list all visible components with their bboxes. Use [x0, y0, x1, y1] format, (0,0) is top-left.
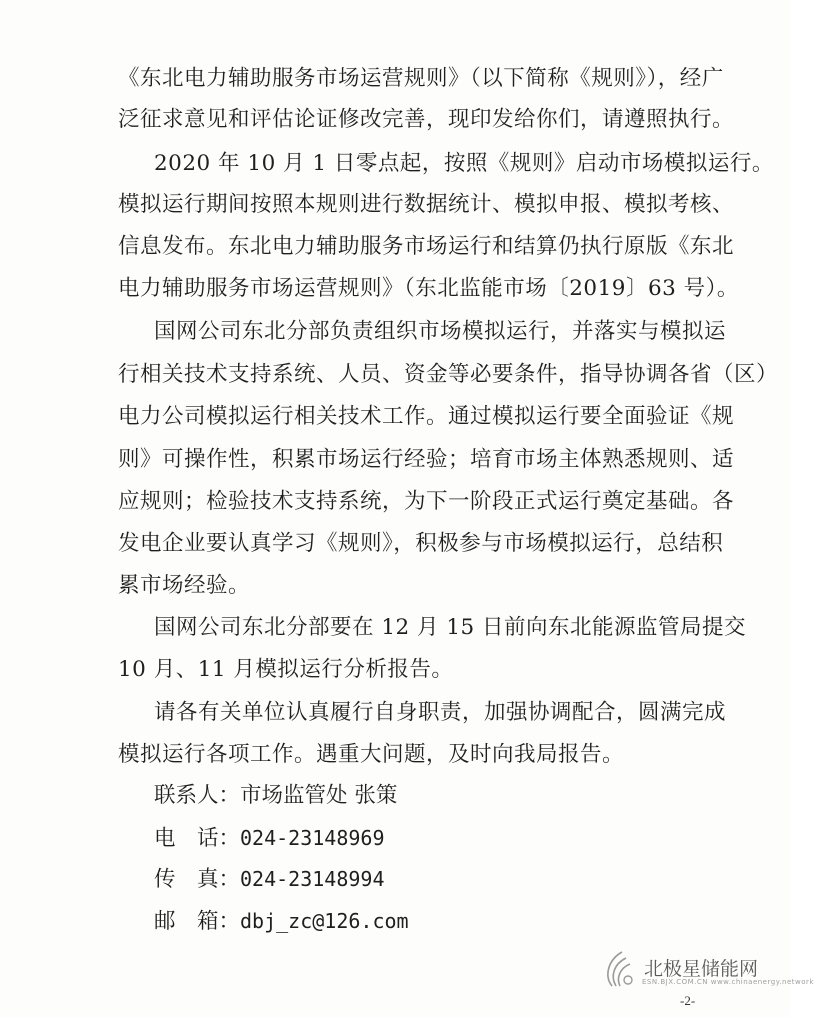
paragraph-line: 2020 年 10 月 1 日零点起，按照《规则》启动市场模拟运行。	[154, 151, 774, 176]
paragraph-line: 应规则；检验技术支持系统，为下一阶段正式运行奠定基础。各	[118, 489, 735, 514]
contact-fax	[154, 864, 385, 894]
contact-email-value: dbj_zc@126.com	[240, 909, 409, 933]
contact-phone	[154, 823, 385, 853]
watermark-text: 北极星储能网	[644, 958, 759, 980]
contact-phone-label: 电 话：	[154, 826, 241, 851]
paragraph-line: 累市场经验。	[118, 573, 251, 598]
paragraph-line: 信息发布。东北电力辅助服务市场运行和结算仍执行原版《东北	[118, 234, 735, 259]
paragraph-line: 国网公司东北分部负责组织市场模拟运行，并落实与模拟运	[154, 319, 727, 344]
contact-person	[154, 781, 397, 811]
paragraph-line: 电力辅助服务市场运营规则》（东北监能市场〔2019〕63 号）。	[118, 276, 739, 301]
contact-email	[154, 906, 409, 936]
document-body	[118, 64, 779, 767]
paragraph-line: 请各有关单位认真履行自身职责，加强协调配合，圆满完成	[154, 700, 727, 725]
paragraph-line: 《东北电力辅助服务市场运营规则》（以下简称《规则》），经广	[118, 66, 724, 91]
contact-email-label: 邮 箱：	[154, 909, 241, 934]
paragraph-line: 模拟运行各项工作。遇重大问题，及时向我局报告。	[118, 742, 625, 767]
contact-fax-value: 024-23148994	[240, 867, 385, 891]
paragraph-line: 行相关技术支持系统、人员、资金等必要条件，指导协调各省（区）	[118, 362, 779, 387]
contact-phone-value: 024-23148969	[240, 826, 385, 850]
watermark-subtext: ESN.BJX.COM.CN www.chinaenergy.network	[642, 978, 814, 986]
paragraph-line: 发电企业要认真学习《规则》，积极参与市场模拟运行，总结积	[118, 531, 724, 556]
contact-fax-label: 传 真：	[154, 867, 241, 892]
contact-person-label: 联系人：	[154, 783, 241, 808]
paragraph-line: 则》可操作性，积累市场运行经验；培育市场主体熟悉规则、适	[118, 447, 735, 472]
paragraph-line: 泛征求意见和评估论证修改完善，现印发给你们，请遵照执行。	[118, 107, 735, 132]
paragraph-line: 电力公司模拟运行相关技术工作。通过模拟运行要全面验证《规	[118, 404, 735, 429]
page-number: -2-	[680, 993, 696, 1008]
paragraph-line: 模拟运行期间按照本规则进行数据统计、模拟申报、模拟考核、	[118, 192, 735, 217]
paragraph-line: 国网公司东北分部要在 12 月 15 日前向东北能源监管局提交	[154, 615, 747, 640]
paragraph-line: 10 月、11 月模拟运行分析报告。	[118, 657, 454, 682]
contact-person-value: 市场监管处 张策	[240, 783, 398, 808]
